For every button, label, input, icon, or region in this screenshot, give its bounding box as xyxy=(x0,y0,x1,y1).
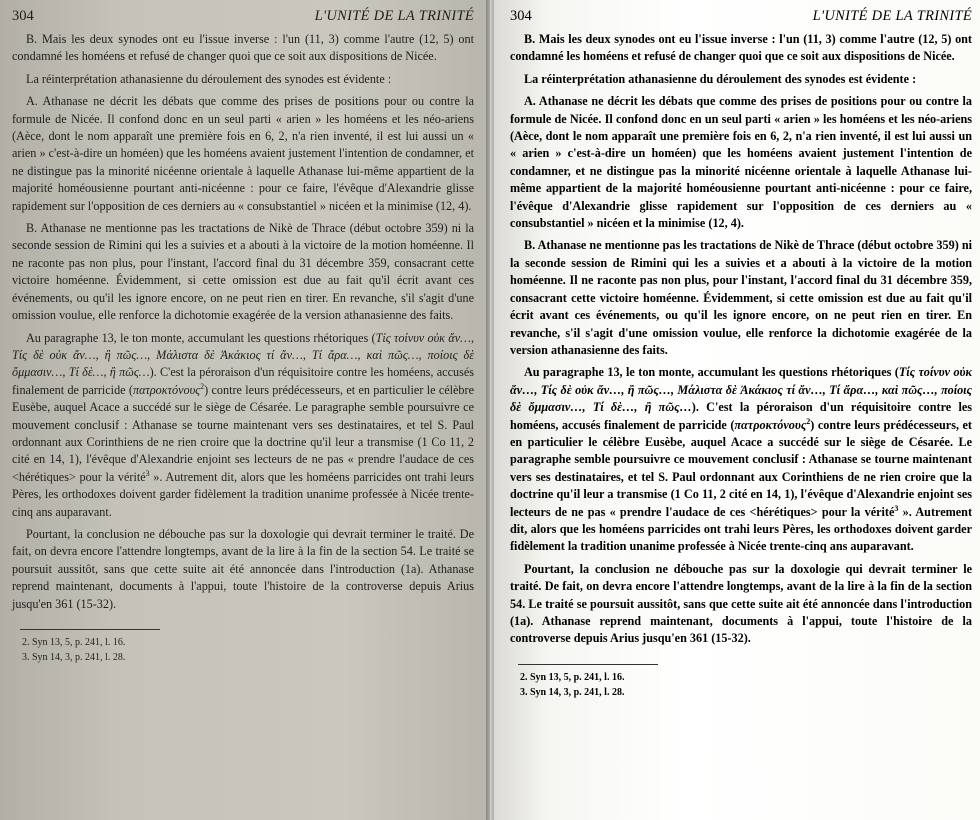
paragraph-reinterpretation: La réinterprétation athanasienne du déroulement des synodes est évidente : xyxy=(26,71,392,86)
page-number: 304 xyxy=(12,8,34,24)
footnote-ref-3: 3 xyxy=(894,503,899,513)
paragraph-a: A. Athanase ne décrit les débats que comme des prises de positions pour ou contre la formule de Nicée. Il confond donc en un seul parti « arien » les homéens et les néo-ariens (Aèce, dont le nom apparaît une première fois en 6, 2, n'a rien inventé, il est lui aussi un « arien » c'est-à-dire un homéen) que les homéens avaient justement l'intention de condamner, et ne distingue pas la minorité nicéenne orientale à laquelle Athanase lui-même appartient de la majorité homéousienne pourtant anti-nicéenne : pour ce faire, l'évêque d'Alexandrie glisse rapidement sur l'opposition de ces derniers au « consubstantiel » nicéen et la minimise (12, 4). xyxy=(510,94,972,231)
footnote-ref-2: 2 xyxy=(200,381,205,391)
footnote-ref-2: 2 xyxy=(806,416,811,426)
paragraph-13: Au paragraphe 13, le ton monte, accumulant les questions rhétoriques (Τίς τοίνυν οὐκ ἄν…, Τίς δὲ οὐκ ἄν…, ἢ πῶς…, Μάλιστα δὲ Ἀκάκιος τί ἄν…, Τί ἄρα…, καὶ πῶς…, ποίοις δὲ ὄμμασιν…, Τί δὲ…, ἢ πῶς…). C'est la péroraison d'un réquisitoire contre les homéens, accusés finalement de parricide (πατροκτόνους$^2$) contre leurs prédécesseurs, et en particulier le célèbre Eusèbe, auquel Acace a succédé sur le siège de Césarée. Le paragraphe semble poursuivre ce mouvement conclusif : Athanase se tourne maintenant vers ses destinataires, et tel S. Paul ordonnant aux Corinthiens de ne rien croire que la doctrine qu'il leur a transmise (1 Co 11, 2 cité en 14, 1), l'évêque d'Alexandrie enjoint ses lecteurs de ne pas « prendre l'audace de ces <hérétiques> pour la vérité$^3$ ». Autrement dit, alors que les homéens parricides ont trahi leurs Pères, les orthodoxes doivent garder fidèlement la tradition unanime professée à Nicée trente-cinq ans auparavant. xyxy=(510,365,973,554)
footnote-2: 2. Syn 13, 5, p. 241, l. 16. xyxy=(22,637,126,648)
body-text xyxy=(510,31,972,648)
footnote-3: 3. Syn 14, 3, p. 241, l. 28. xyxy=(22,652,126,663)
footnote-rule xyxy=(20,629,160,630)
paragraph-13: Au paragraphe 13, le ton monte, accumulant les questions rhétoriques (Τίς τοίνυν οὐκ ἄν…, Τίς δὲ οὐκ ἄν…, ἢ πῶς…, Μάλιστα δὲ Ἀκάκιος τί ἄν…, Τί ἄρα…, καὶ πῶς…, ποίοις δὲ ὄμμασιν…, Τί δὲ…, ἢ πῶς…). C'est la péroraison d'un réquisitoire contre les homéens, accusés finalement de parricide (πατροκτόνους$^2$) contre leurs prédécesseurs, et en particulier le célèbre Eusèbe, auquel Acace a succédé sur le siège de Césarée. Le paragraphe semble poursuivre ce mouvement conclusif : Athanase se tourne maintenant vers ses destinataires, et tel S. Paul ordonnant aux Corinthiens de ne rien croire que la doctrine qu'il leur a transmise (1 Co 11, 2 cité en 14, 1), l'évêque d'Alexandrie enjoint ses lecteurs de ne pas « prendre l'audace de ces <hérétiques> pour la vérité$^3$ ». Autrement dit, alors que les homéens parricides ont trahi leurs Pères, les orthodoxes doivent garder fidèlement la tradition unanime professée à Nicée trente-cinq ans auparavant. xyxy=(12,330,474,519)
paragraph-b2: B. Athanase ne mentionne pas les tractations de Nikè de Thrace (début octobre 359) ni la seconde session de Rimini qui les a suivies et a abouti à la victoire de la motion homéenne. Il ne raconte pas non plus, pour l'instant, l'accord final du 31 décembre 359, consacrant cette victoire homéenne. Évidemment, si cette omission est due au fait qu'il écrit avant ces événements, ou qu'il les ignore encore, on ne peut rien en tirer. En revanche, s'il s'agit d'une omission voulue, elle renforce la dichotomie exagérée de la version athanasienne des faits. xyxy=(12,221,474,323)
greek-word: πατροκτόνους xyxy=(734,417,807,432)
paragraph-b1: B. Mais les deux synodes ont eu l'issue inverse : l'un (11, 3) comme l'autre (12, 5) ont condamné les homéens et refusé de changer quoi que ce soit aux dispositions de Nicée. xyxy=(12,32,474,64)
paragraph-pourtant: Pourtant, la conclusion ne débouche pas sur la doxologie qui devrait terminer le traité. De fait, on devra encore l'attendre longtemps, avant de la lire à la fin de la section 54. Le traité se poursuit aussitôt, sans que cette suite ait été annoncée dans l'introduction (1a). Athanase reprend maintenant, documents à l'appui, toute l'histoire de la controverse depuis Arius jusqu'en 361 (15-32). xyxy=(510,561,972,646)
paragraph-a: A. Athanase ne décrit les débats que comme des prises de positions pour ou contre la formule de Nicée. Il confond donc en un seul parti « arien » les homéens et les néo-ariens (Aèce, dont le nom apparaît une première fois en 6, 2, n'a rien inventé, il est lui aussi un « arien » c'est-à-dire un homéen) que les homéens avaient justement l'intention de condamner, et ne distingue pas la minorité nicéenne orientale à laquelle Athanase lui-même appartient de la majorité homéousienne pourtant anti-nicéenne : pour ce faire, l'évêque d'Alexandrie glisse rapidement sur l'opposition de ces derniers au « consubstantiel » nicéen et la minimise (12, 4). xyxy=(12,94,474,213)
greek-quote: Τίς τοίνυν οὐκ ἄν…, Τίς δὲ οὐκ ἄν…, ἢ πῶς…, Μάλιστα δὲ Ἀκάκιος τί ἄν…, Τί ἄρα…, καὶ πῶς…, ποίοις δὲ ὄμμασιν…, Τί δὲ…, ἢ πῶς… xyxy=(510,365,972,415)
running-title: L'UNITÉ DE LA TRINITÉ xyxy=(314,8,474,24)
running-title: L'UNITÉ DE LA TRINITÉ xyxy=(812,8,972,24)
page-header xyxy=(510,8,972,25)
footnote-ref-3: 3 xyxy=(145,468,150,478)
footnote-3: 3. Syn 14, 3, p. 241, l. 28. xyxy=(520,686,625,698)
footnote-2: 2. Syn 13, 5, p. 241, l. 16. xyxy=(520,671,625,683)
footnote-rule xyxy=(518,664,658,665)
enhanced-page-scan xyxy=(490,0,980,820)
paragraph-b1: B. Mais les deux synodes ont eu l'issue inverse : l'un (11, 3) comme l'autre (12, 5) ont condamné les homéens et refusé de changer quoi que ce soit aux dispositions de Nicée. xyxy=(510,32,972,64)
page-divider xyxy=(486,0,494,820)
body-text xyxy=(12,31,474,613)
paragraph-b2: B. Athanase ne mentionne pas les tractations de Nikè de Thrace (début octobre 359) ni la seconde session de Rimini qui les a suivies et a abouti à la victoire de la motion homéenne. Il ne raconte pas non plus, pour l'instant, l'accord final du 31 décembre 359, consacrant cette victoire homéenne. Évidemment, si cette omission est due au fait qu'il écrit avant ces événements, ou qu'il les ignore encore, on ne peut rien en tirer. En revanche, s'il s'agit d'une omission voulue, elle renforce la dichotomie exagérée de la version athanasienne des faits. xyxy=(510,238,972,357)
paragraph-reinterpretation: La réinterprétation athanasienne du déroulement des synodes est évidente : xyxy=(524,71,917,86)
paragraph-pourtant: Pourtant, la conclusion ne débouche pas sur la doxologie qui devrait terminer le traité. De fait, on devra encore l'attendre longtemps, avant de la lire à la fin de la section 54. Le traité se poursuit aussitôt, sans que cette suite ait été annoncée dans l'introduction (1a). Athanase reprend maintenant, documents à l'appui, toute l'histoire de la controverse depuis Arius jusqu'en 361 (15-32). xyxy=(12,526,474,611)
greek-word: πατροκτόνους xyxy=(132,382,201,397)
page-header xyxy=(12,8,474,25)
greek-quote: Τίς τοίνυν οὐκ ἄν…, Τίς δὲ οὐκ ἄν…, ἢ πῶς…, Μάλιστα δὲ Ἀκάκιος τί ἄν…, Τί ἄρα…, καὶ πῶς…, ποίοις δὲ ὄμμασιν…, Τί δὲ…, ἢ πῶς… xyxy=(12,330,474,380)
page-number: 304 xyxy=(510,8,532,24)
